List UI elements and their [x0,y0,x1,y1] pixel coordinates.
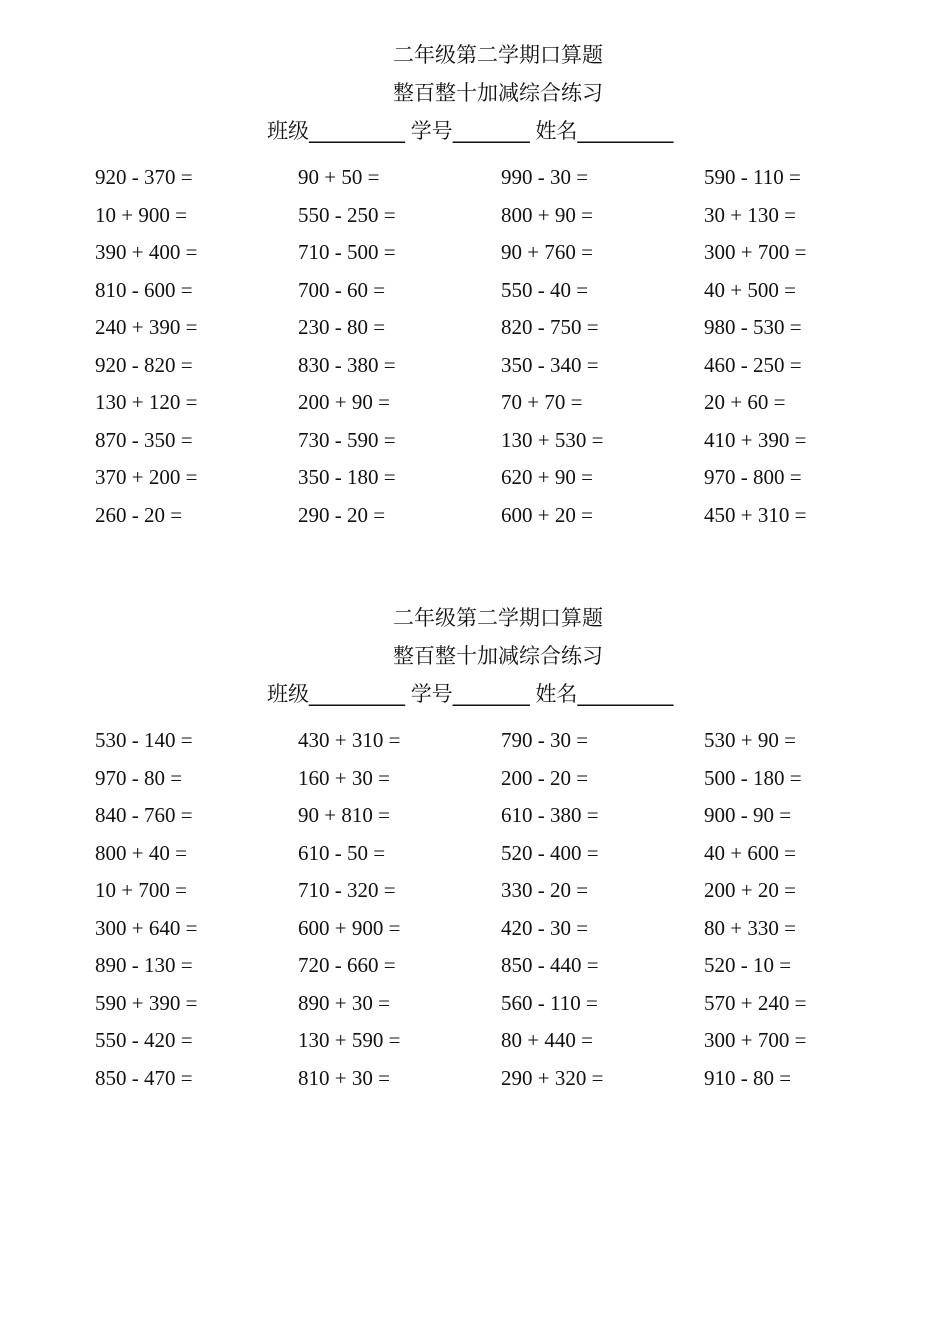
problem: 840 - 760 = [95,803,193,827]
problem: 870 - 350 = [95,427,193,452]
problem-grid [95,727,907,1102]
problem: 390 + 400 = [95,240,198,264]
problem: 200 + 20 = [704,878,796,902]
problem: 410 + 390 = [704,427,807,452]
problem: 80 + 440 = [501,1028,593,1052]
problem: 590 - 110 = [704,165,801,189]
name-blank: __________ [577,682,673,706]
problem: 620 + 90 = [501,465,593,489]
problem: 350 - 180 = [298,465,396,489]
student-id-blank: ________ [452,119,529,143]
problem: 850 - 470 = [95,1065,193,1090]
name-label: 姓名 [535,119,578,143]
problem: 40 + 500 = [704,277,796,302]
problem: 730 - 590 = [298,427,396,452]
student-id-label: 学号 [410,119,453,143]
problem: 330 - 20 = [501,878,589,902]
problem-row [95,952,907,990]
problem-row [95,314,907,352]
problem-row [95,427,907,465]
problem: 230 - 80 = [298,315,386,339]
problem: 200 - 20 = [501,765,589,790]
problem: 500 - 180 = [704,765,802,790]
class-blank: __________ [309,119,404,143]
problem-row [95,502,907,540]
problem: 520 - 400 = [501,840,599,865]
problem-row [95,765,907,803]
problem: 600 + 20 = [501,502,593,527]
problem: 350 - 340 = [501,352,599,377]
problem-row [95,877,907,915]
problem: 300 + 640 = [95,915,198,940]
problem: 450 + 310 = [704,502,807,527]
problem-row [95,915,907,953]
problem: 610 - 380 = [501,803,599,827]
class-blank: __________ [309,682,404,706]
problem: 610 - 50 = [298,840,386,865]
problem: 820 - 750 = [501,315,599,339]
problem: 70 + 70 = [501,390,583,414]
problem: 530 + 90 = [704,728,796,752]
class-label: 班级 [267,682,309,706]
problem: 920 - 820 = [95,352,193,377]
problem: 90 + 50 = [298,165,380,189]
problem-row [95,1027,907,1065]
problem: 990 - 30 = [501,165,589,189]
problem: 130 + 590 = [298,1028,401,1052]
problem-row [95,239,907,277]
problem: 430 + 310 = [298,728,401,752]
problem-row [95,990,907,1028]
problem: 900 - 90 = [704,803,792,827]
problem: 590 + 390 = [95,990,198,1015]
problem: 130 + 120 = [95,390,198,414]
problem: 550 - 250 = [298,202,396,227]
problem: 570 + 240 = [704,990,807,1015]
problem: 800 + 90 = [501,202,593,227]
problem: 560 - 110 = [501,990,598,1015]
problem-row [95,727,907,765]
problem: 850 - 440 = [501,953,599,977]
problem: 830 - 380 = [298,352,396,377]
problem: 790 - 30 = [501,728,589,752]
problem: 300 + 700 = [704,240,807,264]
problem: 260 - 20 = [95,502,183,527]
problem: 90 + 760 = [501,240,593,264]
problem: 520 - 10 = [704,953,792,977]
class-label: 班级 [267,119,309,143]
problem: 980 - 530 = [704,315,802,339]
problem: 530 - 140 = [95,728,193,752]
problem: 810 - 600 = [95,277,193,302]
problem: 910 - 80 = [704,1065,792,1090]
problem: 20 + 60 = [704,390,786,414]
problem: 200 + 90 = [298,390,390,414]
worksheet-subtitle: 整百整十加减综合练习 [393,644,603,668]
problem: 40 + 600 = [704,840,796,865]
problem-row [95,352,907,390]
problem: 30 + 130 = [704,202,796,227]
problem-row [95,164,907,202]
problem: 160 + 30 = [298,765,390,790]
problem: 550 - 420 = [95,1028,193,1052]
problem: 890 - 130 = [95,953,193,977]
problem: 420 - 30 = [501,915,589,940]
problem: 90 + 810 = [298,803,390,827]
problem: 800 + 40 = [95,840,187,865]
problem: 10 + 900 = [95,202,187,227]
problem: 600 + 900 = [298,915,401,940]
problem: 970 - 800 = [704,465,802,489]
problem: 920 - 370 = [95,165,193,189]
worksheet-title: 二年级第二学期口算题 [393,43,603,67]
student-id-label: 学号 [410,682,453,706]
problem-row [95,464,907,502]
problem: 130 + 530 = [501,427,604,452]
student-info-line [267,681,672,707]
problem-grid [95,164,907,539]
problem: 700 - 60 = [298,277,386,302]
student-info-line [267,118,672,144]
problem-row [95,202,907,240]
name-blank: __________ [577,119,673,143]
problem: 370 + 200 = [95,465,198,489]
problem-row [95,389,907,427]
name-label: 姓名 [535,682,578,706]
problem-row [95,277,907,315]
worksheet-title: 二年级第二学期口算题 [393,606,603,630]
problem: 890 + 30 = [298,990,390,1015]
problem: 710 - 320 = [298,878,396,902]
problem: 810 + 30 = [298,1065,390,1090]
problem: 10 + 700 = [95,878,187,902]
problem: 290 - 20 = [298,502,386,527]
problem: 300 + 700 = [704,1028,807,1052]
problem: 720 - 660 = [298,953,396,977]
problem: 240 + 390 = [95,315,198,339]
problem: 710 - 500 = [298,240,396,264]
worksheet-subtitle: 整百整十加减综合练习 [393,81,603,105]
problem: 460 - 250 = [704,352,802,377]
problem: 80 + 330 = [704,915,796,940]
problem: 550 - 40 = [501,277,589,302]
problem: 290 + 320 = [501,1065,604,1090]
problem-row [95,840,907,878]
problem-row [95,1065,907,1103]
problem: 970 - 80 = [95,765,183,790]
student-id-blank: ________ [452,682,529,706]
problem-row [95,802,907,840]
